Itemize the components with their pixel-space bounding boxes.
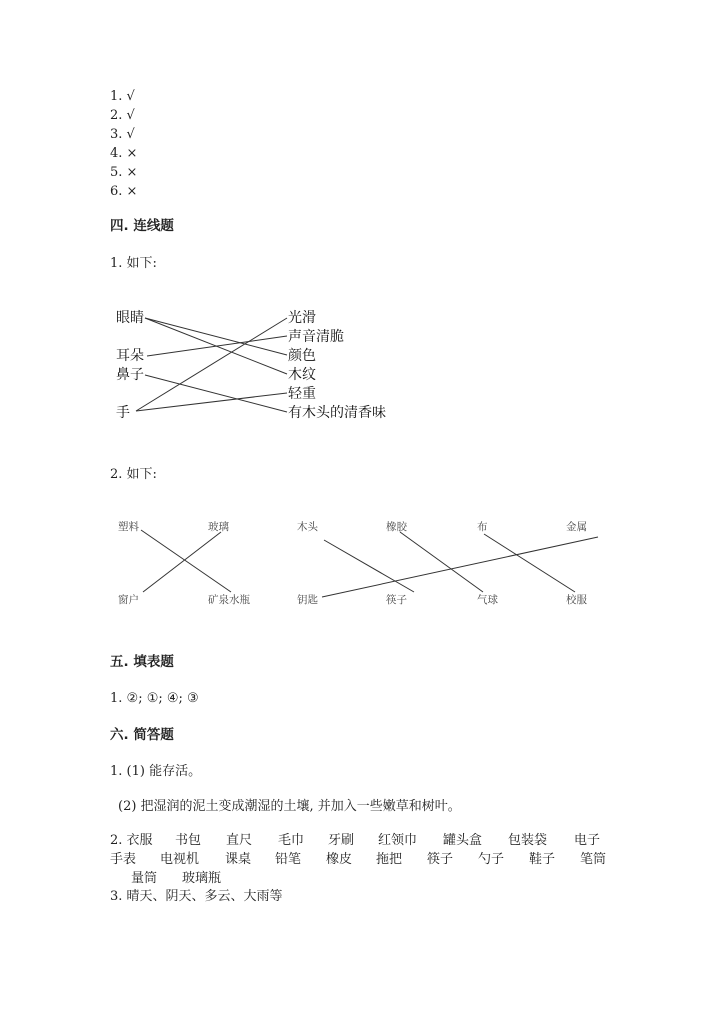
line-metal-key — [322, 537, 598, 597]
match2a-top-plastic: 塑料 — [118, 521, 139, 533]
match2b-top-wood: 木头 — [297, 521, 318, 533]
answer-line-5: 5. × — [110, 165, 138, 180]
match1-right-wood-grain: 木纹 — [288, 367, 316, 383]
match2b-top-cloth: 布 — [477, 521, 488, 533]
answer-line-6: 6. × — [110, 184, 138, 199]
match1-right-color: 颜色 — [288, 348, 316, 364]
match1-left-eyes: 眼睛 — [116, 310, 144, 326]
match2a-bottom-window: 窗户 — [118, 594, 139, 606]
q2-item: 拖把 — [376, 852, 403, 867]
q2-item: 量筒 — [131, 871, 158, 886]
q2-item: 红领巾 — [378, 833, 418, 848]
section-4-title: 四. 连线题 — [110, 218, 174, 234]
line-hand-smooth — [136, 318, 287, 411]
q2-item: 笔筒 — [580, 852, 607, 867]
match2b-top-rubber: 橡胶 — [386, 521, 407, 533]
line-cloth-uniform — [484, 534, 575, 592]
q2-item: 勺子 — [478, 852, 505, 867]
match1-left-ears: 耳朵 — [116, 348, 144, 364]
section-6-q1-a: 1. (1) 能存活。 — [110, 764, 202, 779]
line-hand-weight — [136, 393, 287, 411]
section-6-q3: 3. 晴天、阴天、多云、大雨等 — [110, 889, 283, 904]
section-6-title: 六. 简答题 — [110, 727, 174, 743]
line-wood-chopsticks — [324, 540, 414, 592]
match1-right-crisp-sound: 声音清脆 — [288, 329, 344, 345]
q2-item: 直尺 — [226, 833, 253, 848]
section-5-title: 五. 填表题 — [110, 654, 174, 670]
match2b-top-metal: 金属 — [566, 521, 587, 533]
match1-left-nose: 鼻子 — [116, 367, 144, 383]
line-ears-crisp — [147, 336, 287, 356]
q2-item: 铅笔 — [275, 852, 302, 867]
q2-item: 筷子 — [427, 852, 454, 867]
match2a-top-glass: 玻璃 — [208, 521, 229, 533]
section-5-answer: 1. ②; ①; ④; ③ — [110, 691, 199, 706]
section-6-q1-b: (2) 把湿润的泥土变成潮湿的土壤, 并加入一些嫩草和树叶。 — [118, 799, 461, 814]
match1-right-wood-scent: 有木头的清香味 — [288, 405, 386, 421]
q2-item: 手表 — [110, 852, 137, 867]
match1-right-smooth: 光滑 — [288, 310, 316, 326]
q2-item: 罐头盒 — [443, 833, 483, 848]
answer-line-4: 4. × — [110, 146, 138, 161]
answer-line-3: 3. √ — [110, 127, 135, 142]
match2b-bottom-uniform: 校服 — [566, 594, 587, 606]
q1-label: 1. 如下: — [110, 256, 157, 271]
match2b-bottom-balloon: 气球 — [477, 594, 498, 606]
match2b-bottom-key: 钥匙 — [297, 594, 318, 606]
q2-item: 2. 衣服 — [110, 833, 153, 848]
match2b-bottom-chopsticks: 筷子 — [386, 594, 407, 606]
answer-line-2: 2. √ — [110, 108, 135, 123]
q2-item: 包装袋 — [508, 833, 548, 848]
match1-right-weight: 轻重 — [288, 386, 316, 402]
line-rubber-balloon — [400, 532, 483, 592]
line-nose-woodscent — [145, 375, 287, 412]
q2-item: 毛巾 — [278, 833, 305, 848]
q2-item: 牙刷 — [328, 833, 355, 848]
q2-item: 鞋子 — [529, 852, 556, 867]
match2a-bottom-water-bottle: 矿泉水瓶 — [208, 594, 250, 606]
match1-left-hand: 手 — [116, 405, 130, 421]
q2-item: 橡皮 — [326, 852, 353, 867]
q2-item: 电视机 — [160, 852, 200, 867]
q2-item: 电子 — [574, 833, 601, 848]
q2-item: 玻璃瓶 — [182, 871, 222, 886]
q2-label: 2. 如下: — [110, 467, 157, 482]
line-glass-window — [143, 532, 221, 592]
q2-item: 课桌 — [225, 852, 252, 867]
line-eyes-color — [145, 318, 287, 355]
q2-item: 书包 — [175, 833, 202, 848]
answer-line-1: 1. √ — [110, 89, 135, 104]
